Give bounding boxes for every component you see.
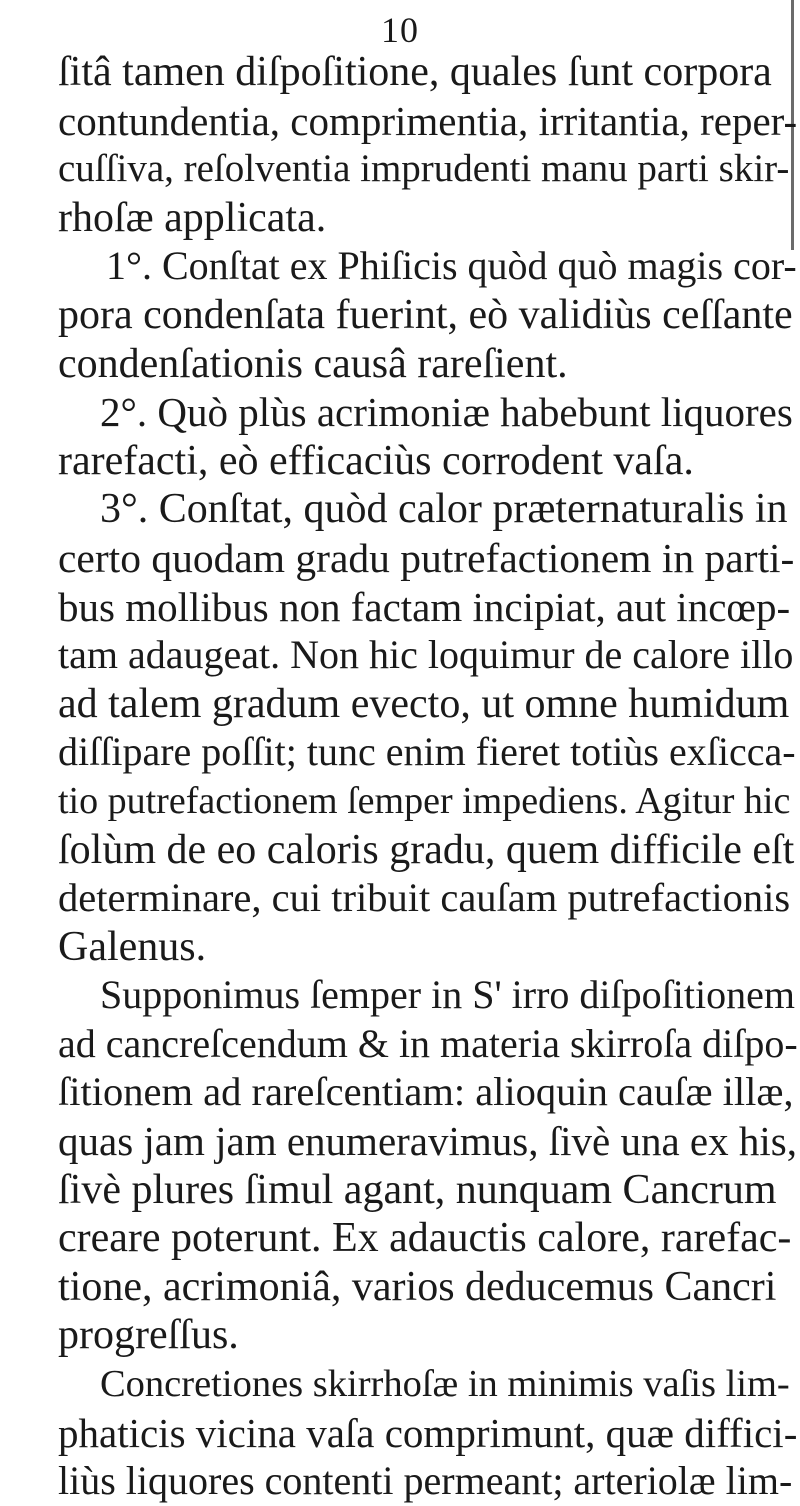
text-line: ſolùm de eo caloris gradu, quem difficile eſt bbox=[58, 826, 795, 873]
text-line: quas jam jam enumeravimus, ſivè una ex his, bbox=[58, 1118, 797, 1165]
text-line: creare poterunt. Ex adauctis calore, rarefac- bbox=[58, 1215, 792, 1262]
text-line: determinare, cui tribuit cauſam putrefactionis bbox=[58, 875, 791, 921]
text-line: rarefacti, eò efficaciùs corrodent vaſa. bbox=[58, 437, 694, 484]
text-line: ad talem gradum evecto, ut omne humidum bbox=[58, 680, 790, 727]
text-line: cuſſiva, reſolventia imprudenti manu parti skir- bbox=[58, 147, 790, 191]
text-line: progreſſus. bbox=[58, 1312, 239, 1359]
paragraph-first-line: Concretiones skirrhoſæ in minimis vaſis lim- bbox=[100, 1363, 790, 1406]
text-line: liùs liquores contenti permeant; arteriolæ lim- bbox=[58, 1458, 793, 1504]
paragraph-first-line: Supponimus ſemper in S' irro diſpoſitionem bbox=[100, 972, 795, 1018]
paragraph-first-line: 1°. Conſtat ex Phiſicis quòd quò magis cor- bbox=[106, 243, 797, 289]
text-line: Galenus. bbox=[58, 923, 207, 970]
text-line: ſitâ tamen diſpoſitione, quales ſunt corpora bbox=[58, 49, 772, 95]
text-line: ſivè plures ſimul agant, nunquam Cancrum bbox=[58, 1166, 777, 1213]
text-line: diſſipare poſſit; tunc enim fieret totiùs exſicca- bbox=[58, 729, 796, 775]
text-line: bus mollibus non factam incipiat, aut incœp- bbox=[58, 583, 791, 630]
text-line: rhoſæ applicata. bbox=[58, 194, 327, 241]
paragraph-first-line: 3°. Conſtat, quòd calor præternaturalis in bbox=[100, 486, 788, 533]
text-line: certo quodam gradu putrefactionem in parti- bbox=[58, 534, 795, 581]
text-line: condenſationis causâ rareſient. bbox=[58, 340, 568, 387]
body-text bbox=[58, 48, 798, 1506]
text-line: tam adaugeat. Non hic loquimur de calore illo bbox=[58, 632, 794, 678]
text-line: ad cancreſcendum & in materia skirroſa diſpo- bbox=[58, 1020, 798, 1066]
text-line: contundentia, comprimentia, irritantia, reper- bbox=[58, 97, 798, 144]
text-line: pora condenſata fuerint, eò validiùs ceſſante bbox=[58, 291, 793, 338]
text-line: tione, acrimoniâ, varios deducemus Cancri bbox=[58, 1263, 777, 1310]
page-number: 10 bbox=[381, 10, 419, 50]
text-line: tio putrefactionem ſemper impediens. Agitur hic bbox=[58, 779, 791, 822]
text-line: phaticis vicina vaſa comprimunt, quæ diffici- bbox=[58, 1409, 798, 1456]
text-line: ſitionem ad rareſcentiam: alioquin cauſæ illæ, bbox=[58, 1069, 794, 1115]
paragraph-first-line: 2°. Quò plùs acrimoniæ habebunt liquores bbox=[100, 389, 793, 436]
